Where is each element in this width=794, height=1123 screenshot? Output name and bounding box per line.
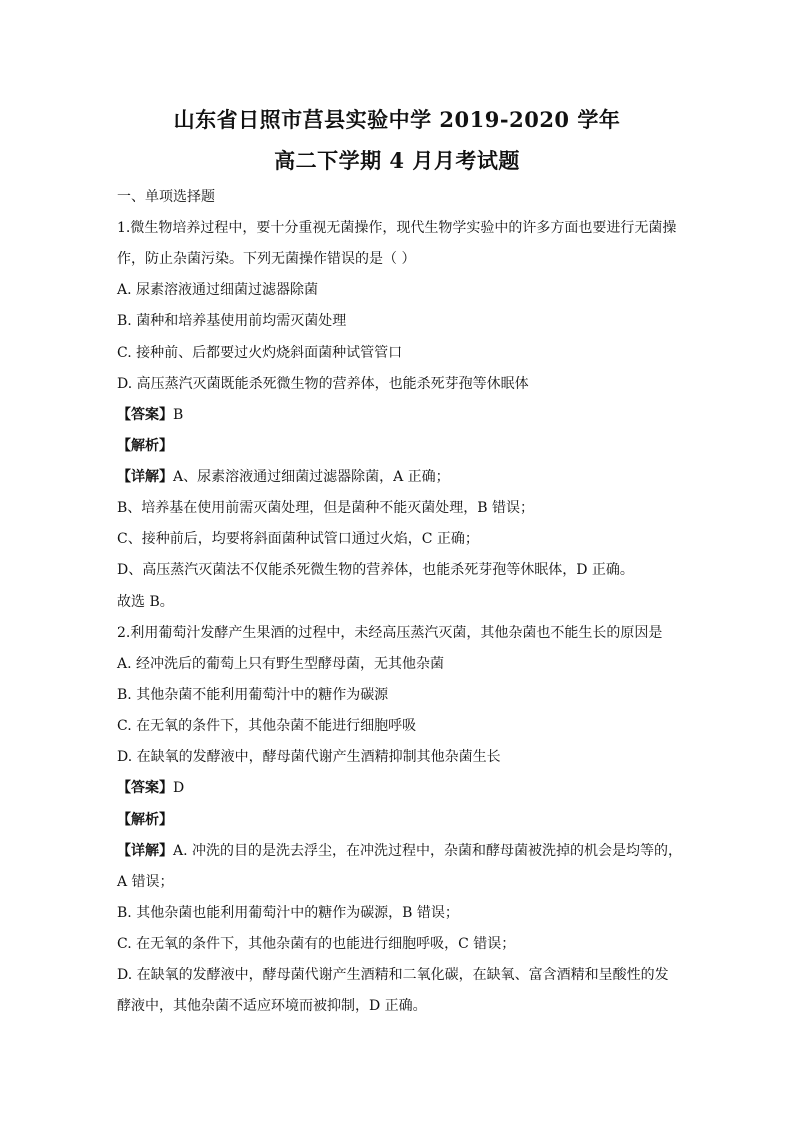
q2-detail-d-line-1: D. 在缺氧的发酵液中，酵母菌代谢产生酒精和二氧化碳，在缺氧、富含酒精和呈酸性的发 (117, 967, 669, 983)
q1-analysis-label-text: 【解析】 (117, 438, 173, 454)
q2-detail-b: B. 其他杂菌也能利用葡萄汁中的糖作为碳源，B 错误； (117, 905, 459, 921)
q1-answer-value: B (173, 407, 184, 423)
q2-analysis-label-text: 【解析】 (117, 812, 173, 828)
q1-detail-label: 【详解】 (117, 469, 173, 485)
q2-answer (117, 779, 687, 797)
q2-detail-c: C. 在无氧的条件下，其他杂菌有的也能进行细胞呼吸，C 错误； (117, 936, 516, 952)
q1-option-c: C. 接种前、后都要过火灼烧斜面菌种试管管口 (117, 345, 403, 361)
q2-detail-a-text: A. 冲洗的目的是洗去浮尘，在冲洗过程中，杂菌和酵母菌被洗掉的机会是均等的， (173, 843, 683, 859)
q2-answer-label: 【答案】 (117, 780, 173, 796)
q1-option-b: B. 菌种和培养基使用前均需灭菌处理 (117, 313, 347, 329)
q1-detail-a (117, 468, 687, 486)
q2-detail-a-line-2: A 错误； (117, 874, 174, 890)
q2-option-c: C. 在无氧的条件下，其他杂菌不能进行细胞呼吸 (117, 718, 417, 734)
q1-answer (117, 406, 687, 424)
document-title-line-2: 高二下学期 4 月月考试题 (274, 148, 520, 173)
q1-option-a: A. 尿素溶液通过细菌过滤器除菌 (117, 282, 319, 298)
q1-analysis-label (117, 437, 687, 455)
q1-stem-line-2: 作，防止杂菌污染。下列无菌操作错误的是（ ） (117, 251, 416, 267)
q2-detail-a-line-1 (117, 842, 687, 860)
q1-detail-a-text: A、尿素溶液通过细菌过滤器除菌，A 正确； (173, 469, 450, 485)
document-title-line-1: 山东省日照市莒县实验中学 2019-2020 学年 (173, 107, 621, 132)
q1-conclusion: 故选 B。 (117, 594, 174, 610)
q2-analysis-label (117, 811, 687, 829)
q1-detail-d: D、高压蒸汽灭菌法不仅能杀死微生物的营养体，也能杀死芽孢等休眠体，D 正确。 (117, 562, 634, 578)
q2-option-a: A. 经冲洗后的葡萄上只有野生型酵母菌，无其他杂菌 (117, 656, 445, 672)
q1-detail-b: B、培养基在使用前需灭菌处理，但是菌种不能灭菌处理，B 错误； (117, 500, 535, 516)
q1-stem-line-1: 1.微生物培养过程中，要十分重视无菌操作，现代生物学实验中的许多方面也要进行无菌操 (117, 220, 677, 236)
q2-option-b: B. 其他杂菌不能利用葡萄汁中的糖作为碳源 (117, 687, 389, 703)
q2-answer-value: D (173, 780, 185, 796)
section-heading: 一、单项选择题 (117, 189, 215, 205)
q2-detail-label: 【详解】 (117, 843, 173, 859)
q2-option-d: D. 在缺氧的发酵液中，酵母菌代谢产生酒精抑制其他杂菌生长 (117, 749, 501, 765)
q1-answer-label: 【答案】 (117, 407, 173, 423)
q1-detail-c: C、接种前后，均要将斜面菌种试管口通过火焰，C 正确； (117, 531, 479, 547)
q1-option-d: D. 高压蒸汽灭菌既能杀死微生物的营养体，也能杀死芽孢等休眠体 (117, 376, 529, 392)
q2-detail-d-line-2: 酵液中，其他杂菌不适应环境而被抑制，D 正确。 (117, 998, 427, 1014)
q2-stem: 2.利用葡萄汁发酵产生果酒的过程中，未经高压蒸汽灭菌，其他杂菌也不能生长的原因是 (117, 625, 663, 641)
